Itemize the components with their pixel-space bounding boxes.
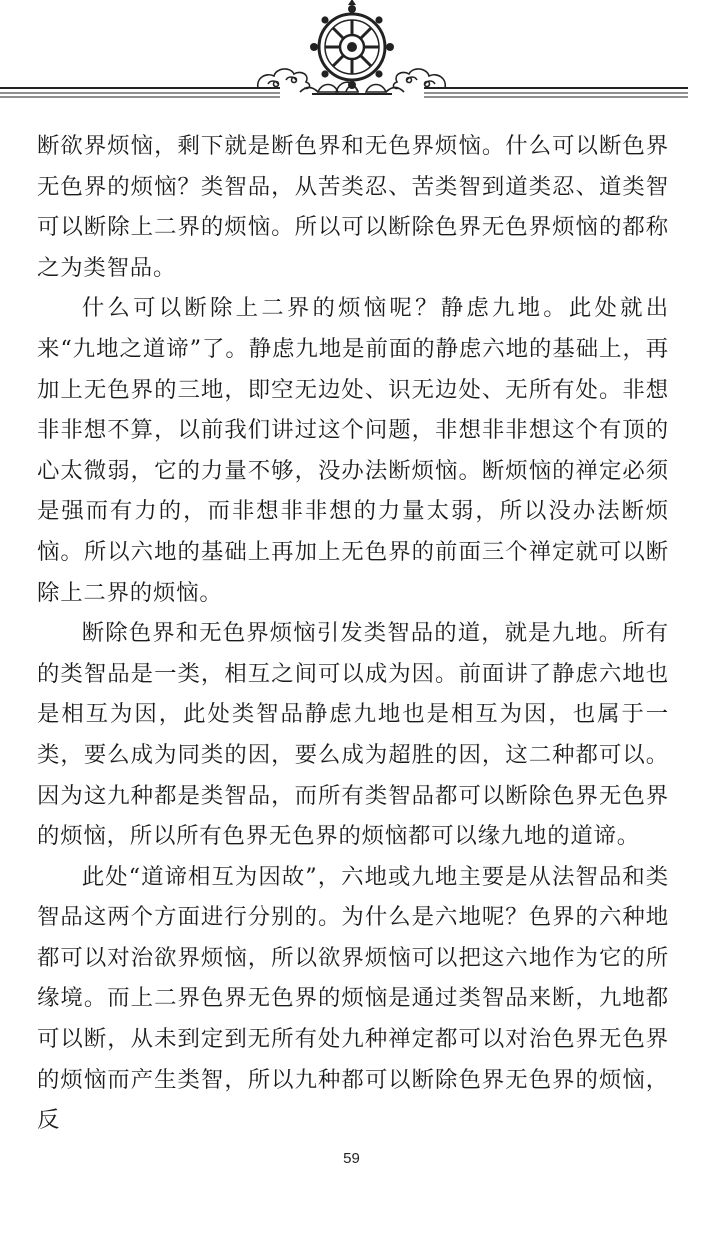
paragraph-2: 什么可以断除上二界的烦恼呢？静虑九地。此处就出来“九地之道谛”了。静虑九地是前面的静虑六地的基础上，再加上无色界的三地，即空无边处、识无边处、无所有处。非想非非想不算，以前我们讲过这个问题，非想非非想这个有顶的心太微弱，它的力量不够，没办法断烦恼。断烦恼的禅定必须是强而有力的，而非想非非想的力量太弱，所以没办法断烦恼。所以六地的基础上再加上无色界的前面三个禅定就可以断除上二界的烦恼。 (37, 295, 669, 606)
paragraph-4: 此处“道谛相互为因故”，六地或九地主要是从法智品和类智品这两个方面进行分别的。为什么是六地呢？色界的六种地都可以对治欲界烦恼，所以欲界烦恼可以把这六地作为它的所缘境。而上二界色界无色界的烦恼是通过类智品来断，九地都可以断，从未到定到无所有处九种禅定都可以对治色界无色界的烦恼而产生类智，所以九种都可以断除色界无色界的烦恼，反 (37, 863, 669, 1134)
header-ornament (0, 0, 703, 110)
paragraph-1: 断欲界烦恼，剩下就是断色界和无色界烦恼。什么可以断色界无色界的烦恼？类智品，从苦类忍、苦类智到道类忍、道类智可以断除上二界的烦恼。所以可以断除色界无色界烦恼的都称之为类智品。 (37, 133, 669, 281)
paragraph-3: 断除色界和无色界烦恼引发类智品的道，就是九地。所有的类智品是一类，相互之间可以成为因。前面讲了静虑六地也是相互为因，此处类智品静虑九地也是相互为因，也属于一类，要么成为同类的因，要么成为超胜的因，这二种都可以。因为这九种都是类智品，而所有类智品都可以断除色界无色界的烦恼，所以所有色界无色界的烦恼都可以缘九地的道谛。 (37, 620, 669, 850)
page-number: 59 (343, 1150, 360, 1167)
dharma-wheel-icon (0, 0, 703, 110)
body-text (37, 126, 669, 1141)
